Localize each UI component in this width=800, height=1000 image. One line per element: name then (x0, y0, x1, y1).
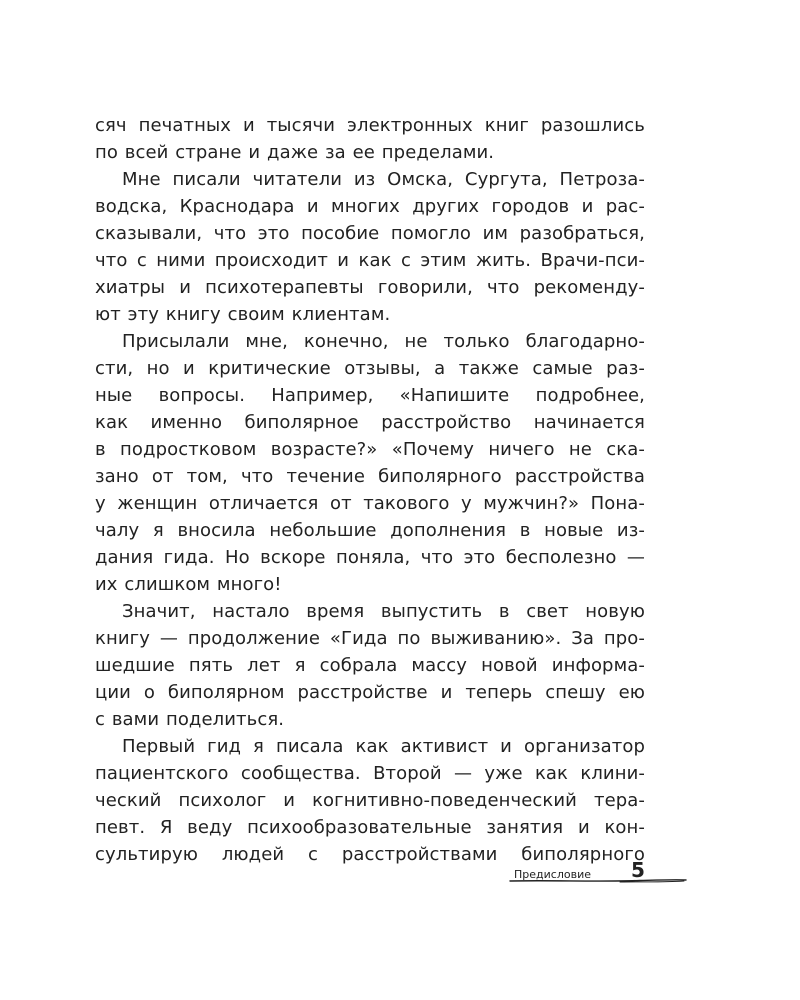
text-line: сказывали, что это пособие помогло им разобраться, (95, 223, 645, 244)
text-line: сультирую людей с расстройствами биполярного (95, 844, 645, 865)
text-line: пациентского сообщества. Второй — уже как клини- (95, 763, 645, 784)
text-line: сти, но и критические отзывы, а также самые раз- (95, 358, 645, 379)
text-line: ции о биполярном расстройстве и теперь спешу ею (95, 682, 645, 703)
text-line: хиатры и психотерапевты говорили, что рекоменду- (95, 277, 645, 298)
text-line: их слишком много! (95, 574, 282, 595)
text-line: в подростковом возрасте?» «Почему ничего не ска- (95, 439, 645, 460)
running-head: Предисловие (514, 868, 591, 881)
text-line: Мне писали читатели из Омска, Сургута, Петроза- (122, 169, 645, 190)
text-line: с вами поделиться. (95, 709, 285, 730)
page-footer (500, 858, 700, 898)
text-line: ные вопросы. Например, «Напишите подробнее, (95, 385, 645, 406)
text-line: сяч печатных и тысячи электронных книг разошлись (95, 115, 645, 136)
text-line: дания гида. Но вскоре поняла, что это бесполезно — (95, 547, 645, 568)
text-line: Первый гид я писала как активист и организатор (122, 736, 645, 757)
text-line: как именно биполярное расстройство начинается (95, 412, 645, 433)
text-line: ют эту книгу своим клиентам. (95, 304, 391, 325)
text-line: Значит, настало время выпустить в свет новую (122, 601, 645, 622)
text-line: певт. Я веду психообразовательные занятия и кон- (95, 817, 645, 838)
text-line: по всей стране и даже за ее пределами. (95, 142, 495, 163)
text-line: чалу я вносила небольшие дополнения в новые из- (95, 520, 645, 541)
text-line: ческий психолог и когнитивно-поведенческий тера- (95, 790, 645, 811)
text-line: книгу — продолжение «Гида по выживанию». За про- (95, 628, 645, 649)
text-line: шедшие пять лет я собрала массу новой информа- (95, 655, 645, 676)
text-line: водска, Краснодара и многих других городов и рас- (95, 196, 645, 217)
text-line: Присылали мне, конечно, не только благодарно- (122, 331, 645, 352)
text-line: у женщин отличается от такового у мужчин?» Пона- (95, 493, 645, 514)
text-line: что с ними происходит и как с этим жить. Врачи-пси- (95, 250, 645, 271)
page-body-text (95, 112, 645, 868)
text-line: зано от том, что течение биполярного расстройства (95, 466, 645, 487)
page-number: 5 (631, 858, 645, 882)
footer-rule (500, 876, 690, 886)
